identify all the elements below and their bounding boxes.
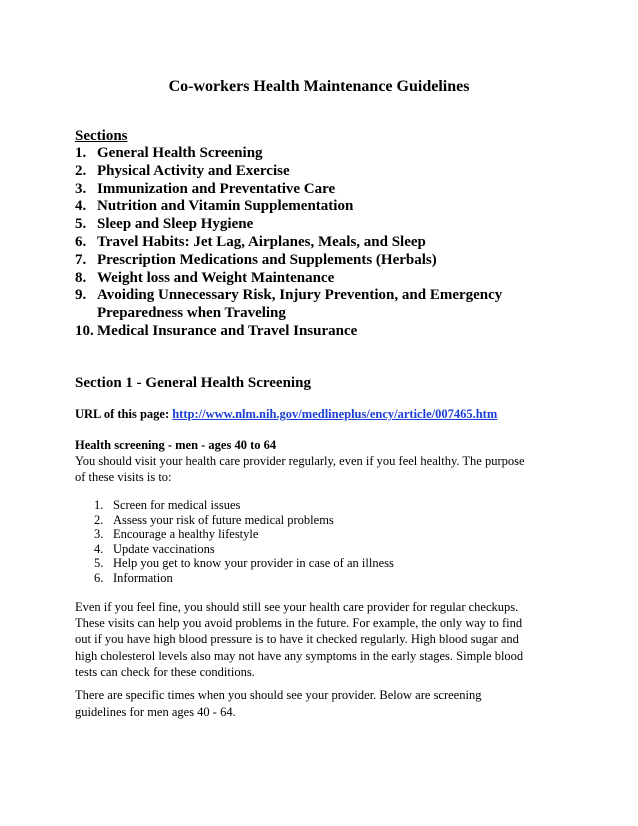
purpose-item bbox=[94, 542, 394, 557]
purpose-number: 5. bbox=[94, 556, 104, 571]
purpose-text: Assess your risk of future medical problems bbox=[113, 512, 334, 527]
screening-subheading: Health screening - men - ages 40 to 64 bbox=[75, 438, 277, 452]
section-title: Weight loss and Weight Maintenance bbox=[97, 269, 335, 286]
url-label: URL of this page: bbox=[75, 407, 173, 421]
sections-heading: Sections bbox=[75, 128, 128, 144]
purpose-list bbox=[94, 498, 394, 586]
url-line bbox=[75, 406, 497, 423]
section-number: 4. bbox=[75, 198, 87, 215]
purpose-number: 1. bbox=[94, 498, 104, 512]
section-number: 5. bbox=[75, 216, 87, 233]
purpose-text: Information bbox=[113, 570, 173, 585]
purpose-number: 6. bbox=[94, 570, 104, 585]
section-number: 1. bbox=[75, 145, 87, 161]
section-item bbox=[75, 216, 545, 234]
purpose-number: 2. bbox=[94, 512, 104, 527]
section-number: 10. bbox=[75, 322, 94, 339]
section-title: Medical Insurance and Travel Insurance bbox=[97, 322, 358, 339]
purpose-item bbox=[94, 513, 394, 528]
purpose-text: Encourage a healthy lifestyle bbox=[113, 527, 259, 542]
section-number: 8. bbox=[75, 269, 87, 286]
section-item bbox=[75, 252, 545, 270]
section-number: 7. bbox=[75, 251, 87, 268]
section-item bbox=[75, 145, 545, 163]
purpose-number: 3. bbox=[94, 527, 104, 542]
section-item bbox=[75, 234, 545, 252]
section-title: Nutrition and Vitamin Supplementation bbox=[97, 198, 354, 215]
purpose-item bbox=[94, 556, 394, 571]
section-number: 6. bbox=[75, 233, 87, 250]
purpose-text: Update vaccinations bbox=[113, 541, 215, 556]
intro-paragraph: You should visit your health care provider regularly, even if you feel healthy. The purpose of these visits is to: bbox=[75, 454, 525, 484]
guidelines-paragraph: There are specific times when you should see your provider. Below are screening guidelines for men ages 40 - 64. bbox=[75, 688, 482, 719]
purpose-item bbox=[94, 498, 394, 513]
section-title: Sleep and Sleep Hygiene bbox=[97, 216, 254, 233]
section-title: Physical Activity and Exercise bbox=[97, 162, 290, 179]
source-url-link[interactable]: http://www.nlm.nih.gov/medlineplus/ency/article/007465.htm bbox=[172, 407, 498, 421]
section-title: Prescription Medications and Supplements (Herbals) bbox=[97, 251, 437, 268]
purpose-text: Help you get to know your provider in case of an illness bbox=[113, 556, 394, 571]
section-title: Travel Habits: Jet Lag, Airplanes, Meals, and Sleep bbox=[97, 233, 426, 250]
purpose-text: Screen for medical issues bbox=[113, 498, 241, 512]
document-title: Co-workers Health Maintenance Guidelines bbox=[168, 78, 470, 95]
section-number: 3. bbox=[75, 180, 87, 197]
section-item bbox=[75, 270, 545, 288]
purpose-item bbox=[94, 571, 394, 586]
purpose-number: 4. bbox=[94, 541, 104, 556]
sections-list bbox=[75, 145, 545, 341]
purpose-item bbox=[94, 527, 394, 542]
section-item bbox=[75, 287, 545, 323]
section-item bbox=[75, 181, 545, 199]
section1-heading: Section 1 - General Health Screening bbox=[75, 375, 311, 391]
section-title: General Health Screening bbox=[97, 145, 263, 161]
section-number: 2. bbox=[75, 162, 87, 179]
section-item bbox=[75, 198, 545, 216]
section-title: Avoiding Unnecessary Risk, Injury Prevention, and Emergency Preparedness when Traveling bbox=[97, 287, 503, 322]
section-item bbox=[75, 323, 545, 341]
section-number: 9. bbox=[75, 287, 87, 304]
section-item bbox=[75, 163, 545, 181]
section-title: Immunization and Preventative Care bbox=[97, 180, 336, 197]
checkup-paragraph: Even if you feel fine, you should still see your health care provider for regular checkups. These visits can help you avoid problems in the future. For example, the only way to find out if you have high blood pressure is to have it checked regularly. High blood sugar and high cholesterol levels also may not have any symptoms in the early stages. Simple blood tests can check for these conditions. bbox=[75, 600, 524, 679]
